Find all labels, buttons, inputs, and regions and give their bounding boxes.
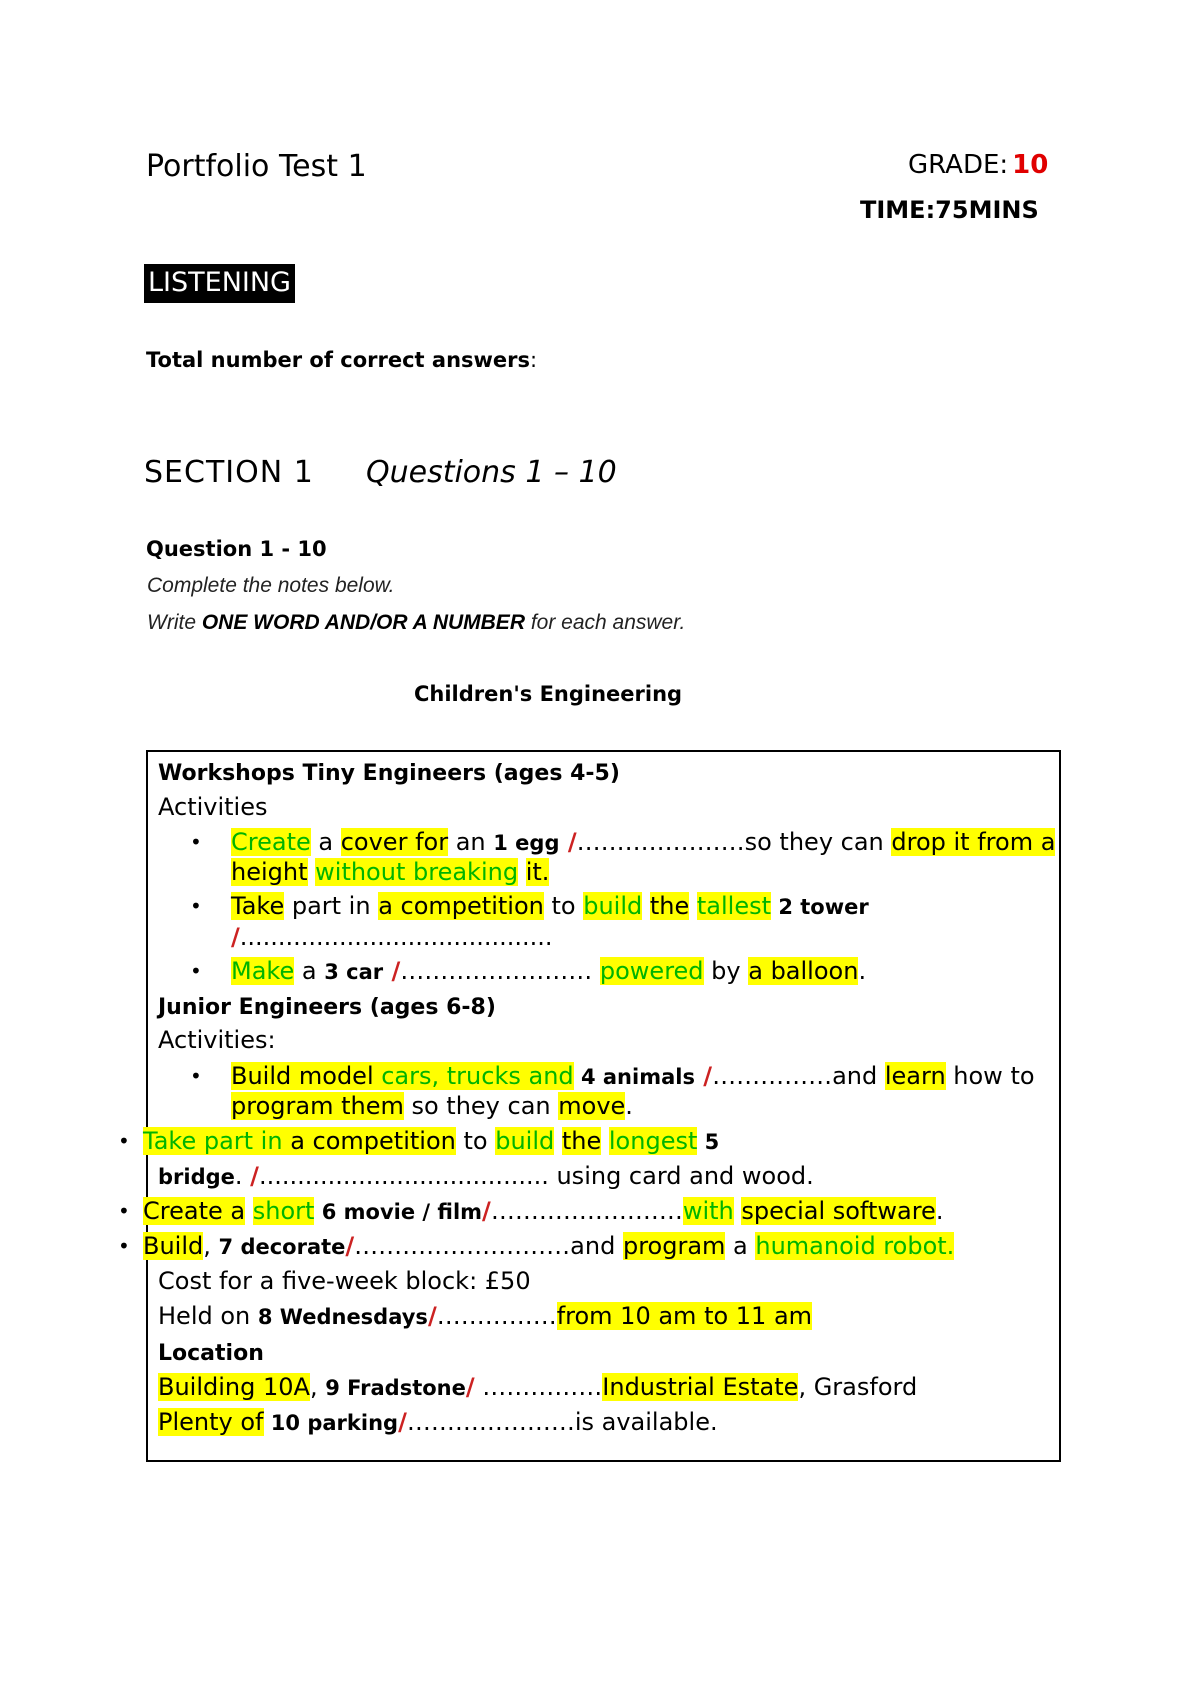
hl: learn	[884, 1062, 946, 1090]
txt: a	[725, 1232, 756, 1260]
txt: , Grasford	[798, 1373, 918, 1401]
blank: ……………………	[490, 1197, 683, 1225]
txt: a	[310, 828, 341, 856]
heading-1-text: Workshops Tiny Engineers (ages 4-5)	[158, 761, 620, 786]
hl: a competition	[282, 1127, 456, 1155]
hl: a balloon	[748, 957, 859, 985]
txt	[689, 892, 697, 920]
answer-8: 8 Wednesdays	[257, 1305, 428, 1329]
notes-heading-2	[158, 989, 496, 1025]
question-range: Question 1 - 10	[146, 537, 327, 561]
blank: .........................................	[239, 923, 553, 951]
total-label-colon: :	[530, 348, 538, 372]
txt: ,	[203, 1232, 219, 1260]
hl: Build model	[231, 1062, 382, 1090]
slash: /	[231, 923, 240, 951]
hl: with	[682, 1197, 734, 1225]
hl: build	[583, 892, 643, 920]
grade-value: 10	[1012, 150, 1049, 180]
answer-1: 1 egg	[493, 831, 560, 855]
txt	[642, 892, 650, 920]
answer-9: 9 Fradstone	[325, 1376, 466, 1400]
txt: .	[234, 1162, 251, 1190]
hl: cars, trucks and	[381, 1062, 574, 1090]
cost-line: Cost for a five-week block: £50	[158, 1267, 531, 1295]
hl: from 10 am to 11 am	[556, 1302, 813, 1330]
blank: ……………	[474, 1373, 603, 1401]
slash: /	[559, 828, 577, 856]
time-limit: TIME:75MINS	[860, 196, 1039, 224]
note-item-2-line-2	[231, 920, 553, 954]
page-title: Portfolio Test 1	[146, 149, 367, 184]
bullet-icon: •	[118, 1234, 130, 1258]
txt	[554, 1127, 562, 1155]
parking-line	[158, 1405, 718, 1440]
txt: so they can	[403, 1092, 559, 1120]
slash: /	[427, 1302, 437, 1330]
hl: tallest	[696, 892, 772, 920]
bullet-icon: •	[118, 1199, 130, 1223]
hl: Industrial Estate	[602, 1373, 799, 1401]
total-correct-label	[146, 348, 537, 372]
hl: longest	[608, 1127, 698, 1155]
txt: by	[703, 957, 749, 985]
txt: .	[625, 1092, 633, 1120]
total-label-text: Total number of correct answers	[146, 348, 531, 372]
txt: to	[543, 892, 584, 920]
slash: /	[482, 1197, 491, 1225]
notes-heading-1	[158, 755, 620, 791]
blank: ………………………	[354, 1232, 571, 1260]
note-item-4-line-2	[231, 1089, 633, 1123]
txt: Held on	[158, 1302, 258, 1330]
hl: Create	[231, 828, 311, 856]
hl: Take part in	[143, 1127, 283, 1155]
hl: without breaking	[315, 858, 519, 886]
hl: special software	[741, 1197, 936, 1225]
note-item-3	[231, 954, 866, 989]
hl: drop it from a	[891, 828, 1056, 856]
instruction-line-1: Complete the notes below.	[147, 574, 395, 597]
note-item-2-line-1	[231, 889, 869, 924]
txt: .	[935, 1197, 944, 1225]
activities-label-1: Activities	[158, 793, 268, 821]
slash: /	[250, 1162, 259, 1190]
slash: /	[345, 1232, 355, 1260]
answer-5-word: bridge	[158, 1165, 235, 1189]
location-label: Location	[158, 1341, 264, 1366]
bullet-icon: •	[190, 894, 202, 918]
txt: how to	[945, 1062, 1035, 1090]
hl: Building 10A	[158, 1373, 310, 1401]
blank: …………………	[406, 1408, 575, 1436]
hl: short	[252, 1197, 315, 1225]
bullet-icon: •	[190, 959, 202, 983]
instr-pre: Write	[147, 611, 202, 634]
txt: and	[832, 1062, 885, 1090]
note-item-6	[143, 1194, 943, 1229]
bullet-icon: •	[118, 1129, 130, 1153]
hl: program	[622, 1232, 726, 1260]
section-heading: SECTION 1	[144, 455, 314, 490]
hl: build	[495, 1127, 555, 1155]
answer-6: 6 movie / film	[314, 1200, 483, 1224]
hl: it.	[525, 858, 550, 886]
txt	[245, 1197, 253, 1225]
slash: /	[465, 1373, 475, 1401]
held-line	[158, 1299, 812, 1334]
note-item-5-line-1	[143, 1124, 719, 1159]
answer-5: 5	[697, 1130, 720, 1154]
activities-label-2: Activities:	[158, 1026, 276, 1054]
hl: cover for	[340, 828, 449, 856]
hl: height	[231, 858, 308, 886]
hl: Build	[143, 1232, 204, 1260]
document-title: Children's Engineering	[414, 682, 683, 706]
txt: .	[858, 957, 867, 985]
answer-3: 3 car	[324, 960, 384, 984]
answer-10: 10 parking	[263, 1411, 399, 1435]
grade-label: GRADE:	[908, 150, 1009, 180]
location-heading	[158, 1335, 264, 1371]
location-line	[158, 1370, 917, 1405]
hl: Take	[231, 892, 285, 920]
grade	[908, 150, 1048, 180]
txt: part in	[284, 892, 379, 920]
instr-post: for each answer.	[524, 611, 686, 634]
note-item-5-line-2	[158, 1159, 814, 1194]
section-questions: Questions 1 – 10	[366, 455, 617, 490]
note-item-7	[143, 1229, 954, 1264]
blank: …………………	[576, 828, 745, 856]
hl: humanoid robot.	[755, 1232, 955, 1260]
instr-bold: ONE WORD AND/OR A NUMBER	[201, 611, 525, 634]
answer-2: 2 tower	[771, 895, 869, 919]
hl: program them	[231, 1092, 404, 1120]
blank: ......................................	[258, 1162, 549, 1190]
hl: Plenty of	[158, 1408, 264, 1436]
note-item-1-line-2	[231, 855, 549, 889]
txt: is available.	[574, 1408, 718, 1436]
txt: so they can	[744, 828, 892, 856]
hl: the	[649, 892, 690, 920]
txt	[308, 858, 316, 886]
answer-7: 7 decorate	[218, 1235, 346, 1259]
instruction-line-2	[147, 611, 685, 635]
hl: move	[558, 1092, 626, 1120]
hl: Create a	[143, 1197, 246, 1225]
bullet-icon: •	[190, 1064, 202, 1088]
slash: /	[383, 957, 401, 985]
txt	[592, 957, 600, 985]
slash: /	[694, 1062, 713, 1090]
txt: using card and wood.	[548, 1162, 814, 1190]
txt	[518, 858, 526, 886]
slash: /	[398, 1408, 407, 1436]
section-badge: LISTENING	[144, 264, 295, 303]
answer-4: 4 animals	[573, 1065, 695, 1089]
hl: the	[561, 1127, 602, 1155]
hl: a competition	[378, 892, 544, 920]
txt: ,	[309, 1373, 326, 1401]
txt	[601, 1127, 609, 1155]
txt: and	[570, 1232, 623, 1260]
blank: ……………………	[400, 957, 593, 985]
txt: to	[455, 1127, 496, 1155]
hl: Make	[231, 957, 295, 985]
txt: a	[294, 957, 325, 985]
blank: ……………	[436, 1302, 557, 1330]
blank: ……………	[712, 1062, 833, 1090]
heading-2-text: Junior Engineers (ages 6-8)	[158, 995, 496, 1020]
hl: powered	[599, 957, 704, 985]
bullet-icon: •	[190, 830, 202, 854]
txt: an	[448, 828, 494, 856]
